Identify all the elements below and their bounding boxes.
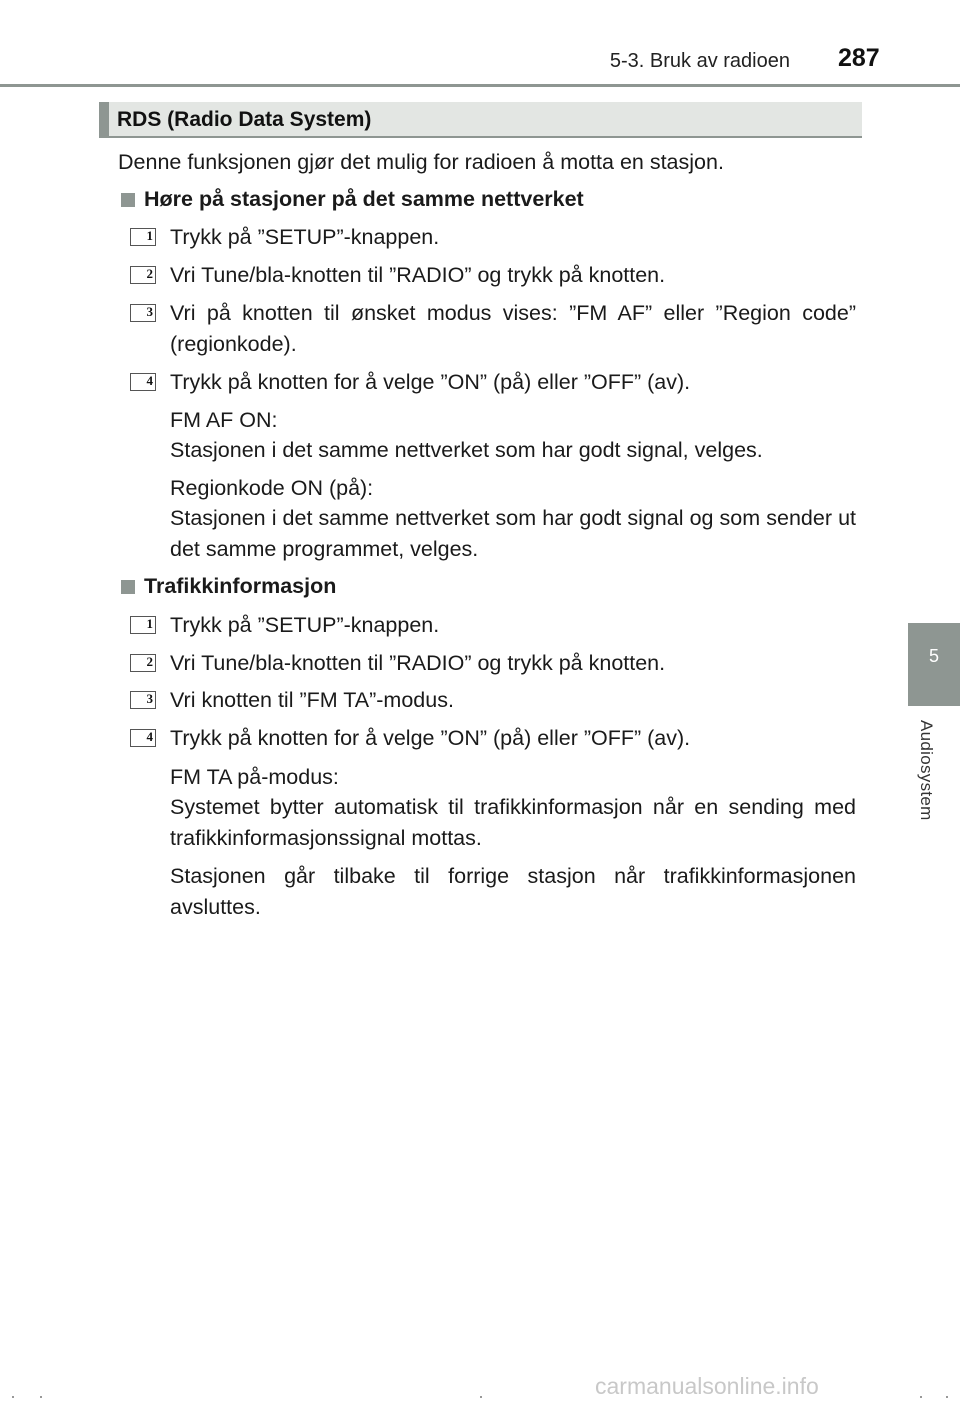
step-number-badge: 2 [130, 654, 156, 672]
chapter-label-text: Audiosystem [917, 720, 936, 821]
crop-mark [920, 1396, 922, 1398]
crop-mark [480, 1396, 482, 1398]
chapter-tab: 5 [908, 623, 960, 706]
header-divider [0, 84, 960, 87]
page-number: 287 [838, 44, 880, 72]
step-number-badge: 4 [130, 373, 156, 391]
step-text: Vri på knotten til ønsket modus vises: ”FM AF” eller ”Region code” (regionkode). [170, 301, 856, 356]
crop-mark [40, 1396, 42, 1398]
square-bullet-icon [121, 193, 135, 207]
header-section-title: 5-3. Bruk av radioen [609, 50, 790, 72]
step-text: Trykk på knotten for å velge ”ON” (på) eller ”OFF” (av). [170, 726, 691, 750]
subsection-heading: Høre på stasjoner på det samme nettverket [144, 187, 584, 211]
step-number-badge: 3 [130, 691, 156, 709]
step-text: Vri Tune/bla-knotten til ”RADIO” og trykk på knotten. [170, 263, 666, 287]
note-text: Stasjonen i det samme nettverket som har godt signal, velges. [170, 438, 763, 462]
section-title-box [99, 102, 862, 138]
step-text: Vri knotten til ”FM TA”-modus. [170, 688, 454, 712]
crop-mark [946, 1396, 948, 1398]
step-number-badge: 3 [130, 304, 156, 322]
note-label: Regionkode ON (på): [170, 476, 374, 500]
step-number-badge: 1 [130, 228, 156, 246]
subsection-heading: Trafikkinformasjon [144, 574, 337, 598]
crop-mark [12, 1396, 14, 1398]
step-number-badge: 2 [130, 266, 156, 284]
step-text: Trykk på knotten for å velge ”ON” (på) eller ”OFF” (av). [170, 370, 691, 394]
watermark: carmanualsonline.info [595, 1373, 819, 1399]
step-text: Trykk på ”SETUP”-knappen. [170, 225, 440, 249]
section-title: RDS (Radio Data System) [117, 108, 372, 131]
step-text: Trykk på ”SETUP”-knappen. [170, 613, 440, 637]
note-text: Stasjonen i det samme nettverket som har godt signal og som sender ut det samme programmet, velges. [170, 506, 856, 561]
note-label: FM AF ON: [170, 408, 278, 432]
step-number-badge: 1 [130, 616, 156, 634]
note-text: Stasjonen går tilbake til forrige stasjon når trafikkinformasjonen avsluttes. [170, 864, 856, 919]
intro-text: Denne funksjonen gjør det mulig for radioen å motta en stasjon. [118, 150, 724, 174]
note-text: Systemet bytter automatisk til trafikkinformasjon når en sending med trafikkinformasjonssignal mottas. [170, 795, 856, 850]
step-text: Vri Tune/bla-knotten til ”RADIO” og trykk på knotten. [170, 651, 666, 675]
square-bullet-icon [121, 580, 135, 594]
note-label: FM TA på-modus: [170, 765, 339, 789]
step-number-badge: 4 [130, 729, 156, 747]
chapter-label [912, 720, 942, 860]
footer-crop-marks [0, 1394, 960, 1402]
